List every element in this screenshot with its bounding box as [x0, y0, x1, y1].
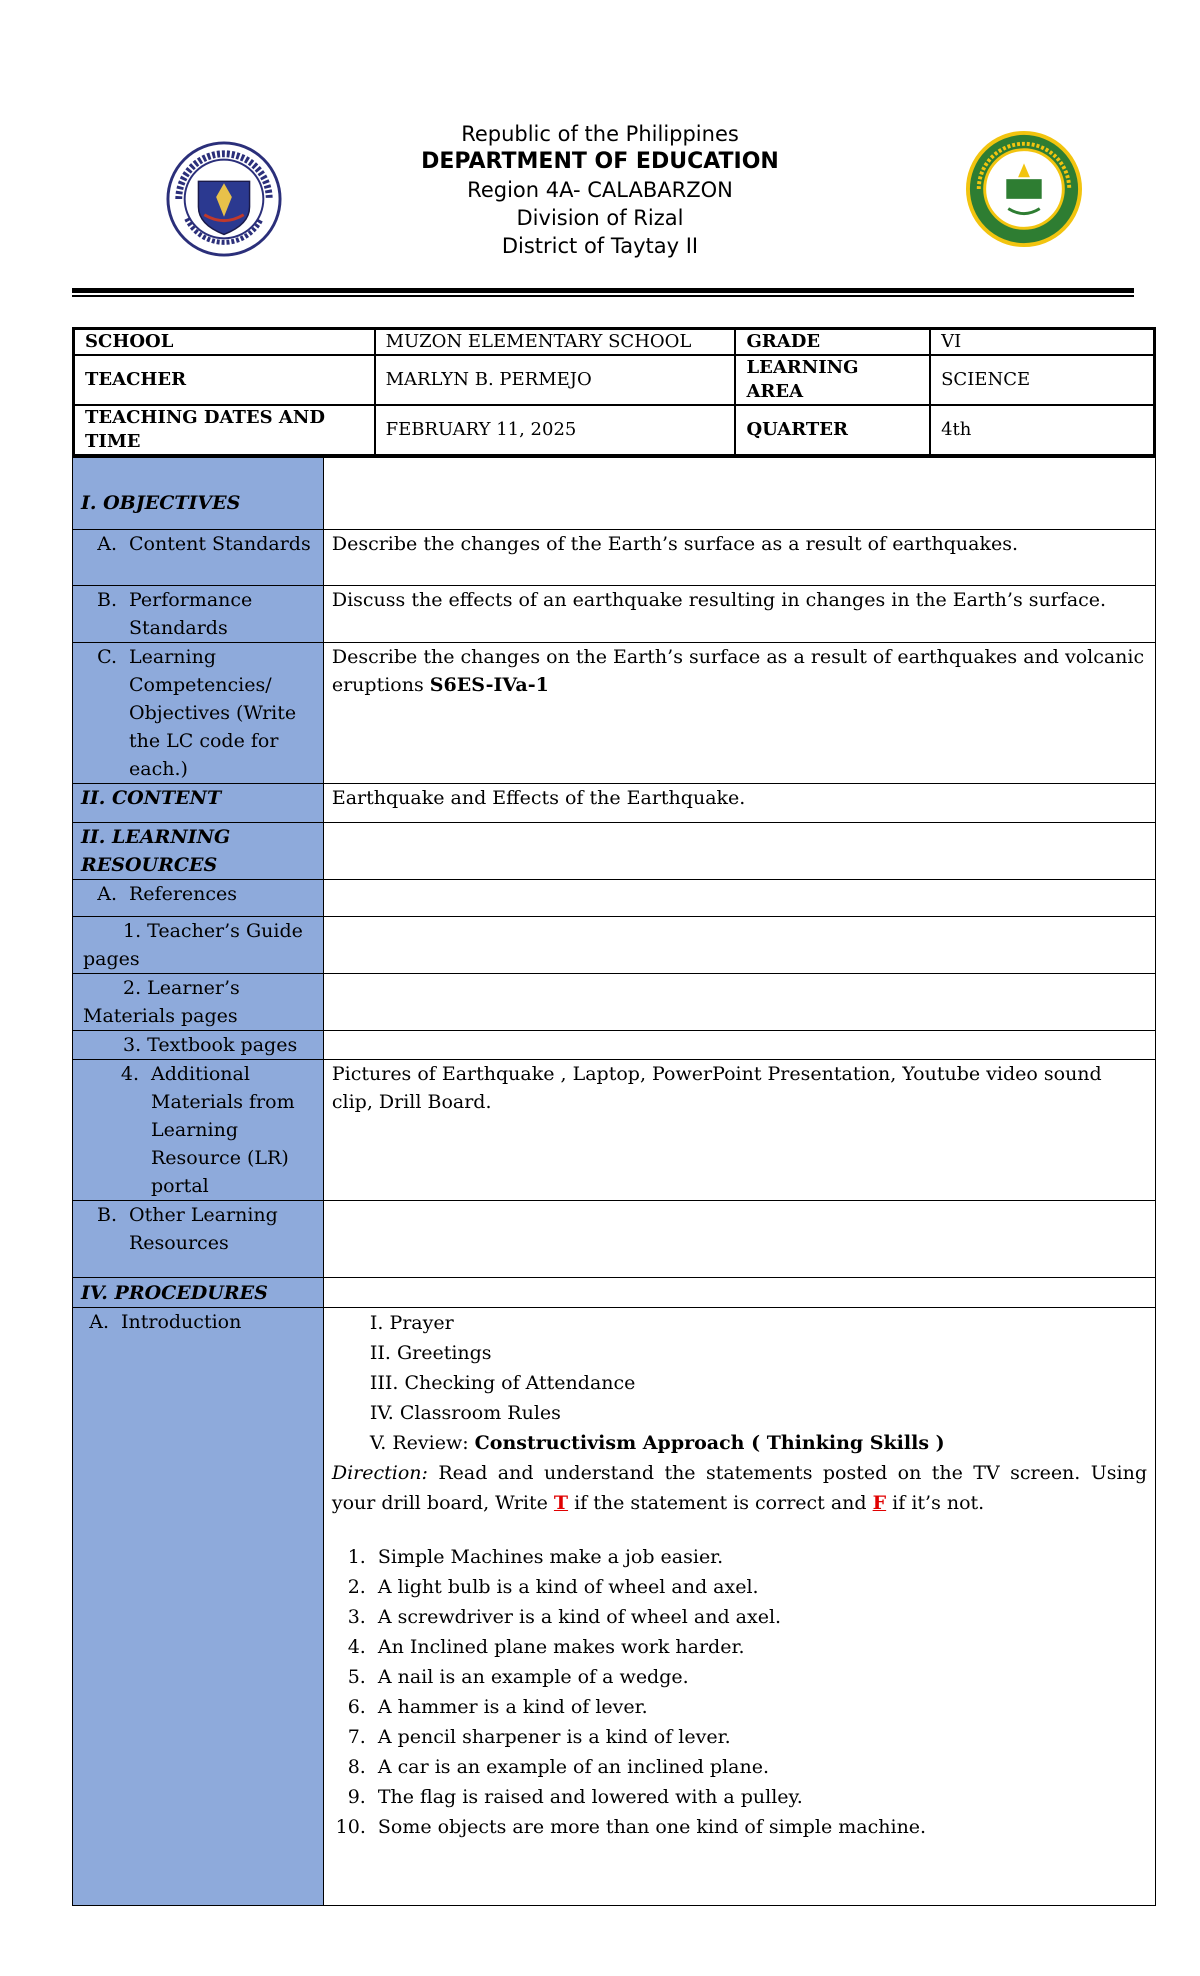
other-resources-num: B. — [96, 1204, 117, 1226]
list-item: 7. A pencil sharpener is a kind of lever. — [332, 1722, 1147, 1752]
table-row — [73, 586, 1156, 643]
list-item: I. Prayer — [369, 1312, 454, 1334]
table-row — [73, 530, 1156, 586]
teachers-guide-label: 1. Teacher’s Guide pages — [73, 917, 324, 974]
list-item: 1. Simple Machines make a job easier. — [332, 1542, 1147, 1572]
performance-standards-value: Discuss the effects of an earthquake resulting in changes in the Earth’s surface. — [323, 586, 1155, 643]
teacher-label: TEACHER — [74, 355, 375, 405]
additional-materials-value: Pictures of Earthquake , Laptop, PowerPoint Presentation, Youtube video sound clip, Drill Board. — [323, 1060, 1155, 1201]
list-item: 9. The flag is raised and lowered with a pulley. — [332, 1782, 1147, 1812]
statement-text: A hammer is a kind of lever. — [377, 1696, 648, 1718]
table-row — [73, 784, 1156, 823]
performance-standards-num: B. — [96, 589, 117, 611]
school-value: MUZON ELEMENTARY SCHOOL — [375, 329, 736, 356]
direction-part2: if the statement is correct and — [568, 1492, 873, 1514]
school-label: SCHOOL — [74, 329, 375, 356]
other-resources-label: Other Learning Resources — [129, 1204, 278, 1254]
references-label: References — [129, 883, 238, 905]
table-row — [73, 917, 1156, 974]
table-row — [73, 1060, 1156, 1201]
table-row — [73, 458, 1156, 530]
header-region: Region 4A- CALABARZON — [467, 178, 733, 202]
document-header — [0, 120, 1200, 260]
table-row — [74, 405, 1155, 456]
lc-code: S6ES-IVa-1 — [429, 674, 549, 696]
dates-value: FEBRUARY 11, 2025 — [375, 405, 736, 456]
table-row — [73, 974, 1156, 1031]
direction-text — [332, 1458, 1147, 1518]
additional-materials-num: 4. — [120, 1063, 139, 1085]
competencies-num: C. — [97, 646, 117, 668]
false-letter: F — [872, 1492, 887, 1514]
list-item: 3. A screwdriver is a kind of wheel and axel. — [332, 1602, 1147, 1632]
introduction-list — [332, 1308, 1147, 1458]
list-item: III. Checking of Attendance — [369, 1372, 636, 1394]
list-item: II. Greetings — [369, 1342, 492, 1364]
content-standards-num: A. — [97, 533, 117, 555]
statement-text: A light bulb is a kind of wheel and axel. — [377, 1576, 759, 1598]
dates-label: TEACHING DATES AND TIME — [74, 405, 375, 456]
list-item: 10. Some objects are more than one kind of simple machine. — [332, 1812, 1147, 1842]
quarter-value: 4th — [930, 405, 1154, 456]
list-item — [370, 1428, 1147, 1458]
statement-text: A nail is an example of a wedge. — [377, 1666, 689, 1688]
lesson-plan-table — [72, 457, 1156, 1906]
table-row — [73, 1278, 1156, 1308]
textbook-label: 3. Textbook pages — [73, 1031, 324, 1060]
quarter-label: QUARTER — [735, 405, 930, 456]
statements-list — [332, 1542, 1147, 1842]
header-divider — [72, 288, 1134, 293]
performance-standards-label: Performance Standards — [129, 589, 253, 639]
list-item: 5. A nail is an example of a wedge. — [332, 1662, 1147, 1692]
statement-text: A pencil sharpener is a kind of lever. — [377, 1726, 731, 1748]
introduction-label: Introduction — [121, 1311, 242, 1333]
header-divider-thin — [72, 295, 1134, 297]
table-row — [73, 1201, 1156, 1278]
content-heading: II. CONTENT — [81, 787, 222, 809]
statement-text: An Inclined plane makes work harder. — [377, 1636, 745, 1658]
grade-label: GRADE — [735, 329, 930, 356]
table-row — [74, 355, 1155, 405]
table-row — [74, 329, 1155, 356]
learners-materials-label: 2. Learner’s Materials pages — [73, 974, 324, 1031]
direction-part3: if it’s not. — [886, 1492, 985, 1514]
list-item: 6. A hammer is a kind of lever. — [332, 1692, 1147, 1722]
list-item: 2. A light bulb is a kind of wheel and axel. — [332, 1572, 1147, 1602]
additional-materials-label: Additional Materials from Learning Resource (LR) portal — [151, 1063, 295, 1197]
table-row — [73, 1308, 1156, 1906]
table-row — [73, 643, 1156, 784]
list-item: 8. A car is an example of an inclined plane. — [332, 1752, 1147, 1782]
teacher-value: MARLYN B. PERMEJO — [375, 355, 736, 405]
objectives-heading: I. OBJECTIVES — [81, 492, 241, 514]
learning-area-value: SCIENCE — [930, 355, 1154, 405]
lesson-info-table — [72, 327, 1156, 457]
review-prefix: V. Review: — [369, 1432, 475, 1454]
true-letter: T — [553, 1492, 569, 1514]
header-department: DEPARTMENT OF EDUCATION — [421, 149, 779, 174]
learning-area-label: LEARNING AREA — [735, 355, 930, 405]
competencies-value: Describe the changes on the Earth’s surface as a result of earthquakes and volcanic eruptions — [331, 646, 1145, 696]
statement-text: A car is an example of an inclined plane. — [377, 1756, 770, 1778]
statement-text: A screwdriver is a kind of wheel and axel. — [377, 1606, 782, 1628]
list-item: IV. Classroom Rules — [369, 1402, 561, 1424]
content-standards-label: Content Standards — [129, 533, 311, 555]
content-standards-value: Describe the changes of the Earth’s surface as a result of earthquakes. — [323, 530, 1155, 586]
procedures-heading: IV. PROCEDURES — [81, 1282, 268, 1304]
statement-text: The flag is raised and lowered with a pulley. — [377, 1786, 803, 1808]
header-division: Division of Rizal — [516, 206, 684, 230]
table-row — [73, 880, 1156, 917]
competencies-label: Learning Competencies/ Objectives (Write the LC code for each.) — [129, 646, 297, 780]
introduction-num: A. — [89, 1311, 109, 1333]
direction-label: Direction: — [331, 1462, 428, 1484]
list-item: 4. An Inclined plane makes work harder. — [332, 1632, 1147, 1662]
grade-value: VI — [930, 329, 1154, 356]
resources-heading: II. LEARNING RESOURCES — [81, 826, 231, 876]
table-row — [73, 1031, 1156, 1060]
header-republic: Republic of the Philippines — [461, 122, 739, 146]
statement-text: Some objects are more than one kind of simple machine. — [377, 1816, 927, 1838]
direction-part1: Read and understand the statements posted on the TV screen. Using your drill board, Write — [331, 1462, 1147, 1514]
table-row — [73, 823, 1156, 880]
header-district: District of Taytay II — [501, 234, 699, 258]
statement-text: Simple Machines make a job easier. — [377, 1546, 724, 1568]
references-num: A. — [97, 883, 117, 905]
review-title: Constructivism Approach ( Thinking Skills ) — [474, 1432, 945, 1454]
content-value: Earthquake and Effects of the Earthquake. — [323, 784, 1155, 823]
